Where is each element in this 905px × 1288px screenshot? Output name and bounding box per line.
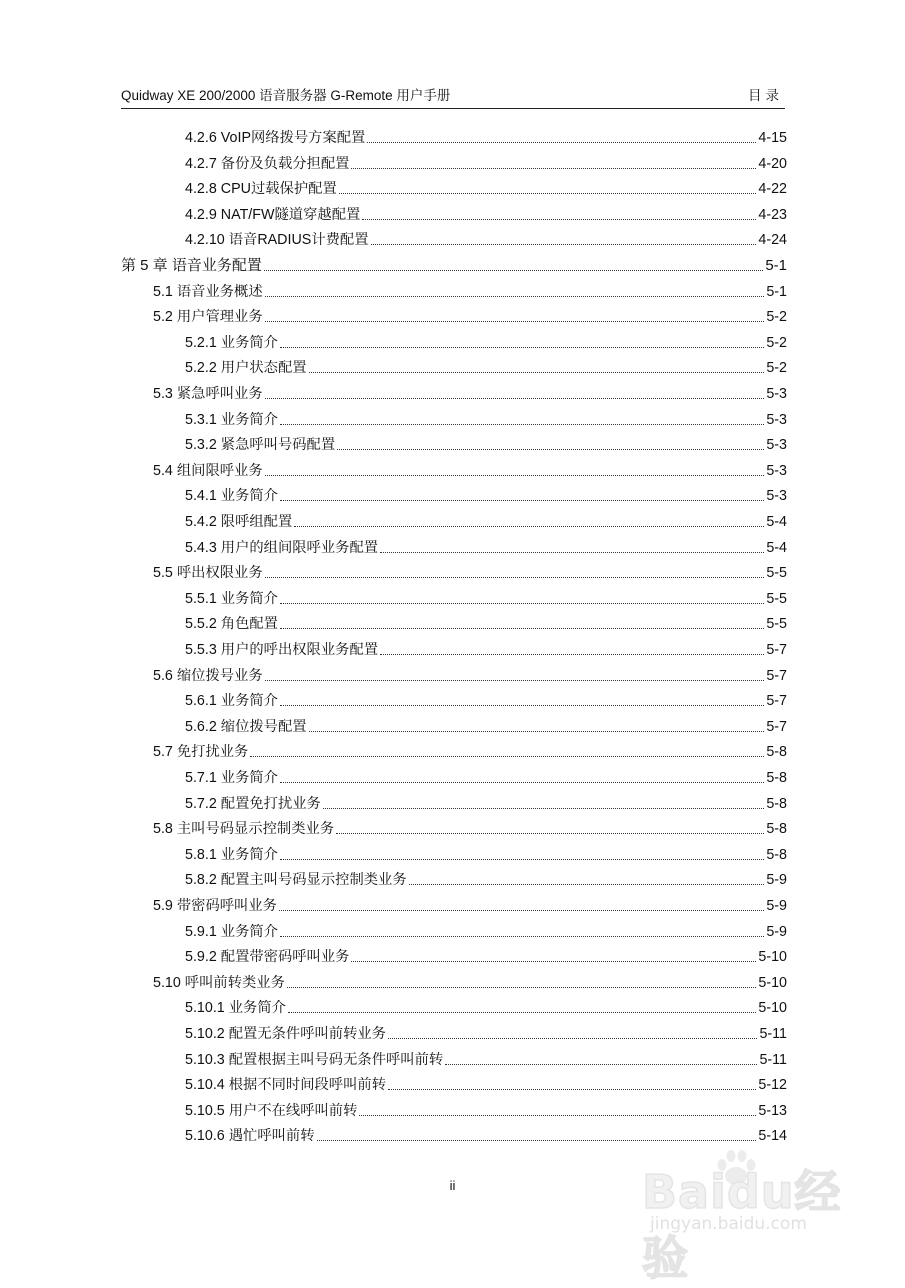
toc-dot-leader <box>309 715 765 732</box>
toc-entry-page: 5-1 <box>766 283 787 300</box>
toc-entry[interactable] <box>185 1124 787 1148</box>
toc-entry-title: 5.6.1 业务简介 <box>185 693 278 710</box>
toc-entry[interactable] <box>153 561 787 585</box>
toc-entry-title: 5.3 紧急呼叫业务 <box>153 386 263 402</box>
toc-dot-leader <box>265 305 765 322</box>
toc-entry[interactable] <box>185 1048 787 1072</box>
toc-dot-leader <box>359 1099 756 1116</box>
toc-dot-leader <box>280 843 764 860</box>
toc-dot-leader <box>265 664 765 681</box>
toc-entry-title: 5.4 组间限呼业务 <box>153 462 263 479</box>
toc-entry-title: 5.1 语音业务概述 <box>153 283 263 300</box>
toc-dot-leader <box>337 433 764 450</box>
toc-dot-leader <box>388 1073 756 1090</box>
toc-entry-title: 5.10 呼叫前转类业务 <box>153 974 285 991</box>
toc-entry-title: 5.9.2 配置带密码呼叫业务 <box>185 949 350 966</box>
toc-entry[interactable] <box>153 817 787 841</box>
toc-entry-page: 5-7 <box>766 693 787 710</box>
toc-dot-leader <box>280 766 764 783</box>
toc-dot-leader <box>265 459 765 476</box>
toc-entry-page: 5-4 <box>766 514 787 530</box>
toc-entry-page: 5-7 <box>766 718 787 735</box>
toc-entry[interactable] <box>153 305 787 329</box>
toc-dot-leader <box>280 612 764 629</box>
toc-entry-page: 5-1 <box>765 257 787 274</box>
toc-dot-leader <box>351 152 756 169</box>
toc-entry[interactable] <box>185 177 787 201</box>
toc-entry-page: 5-8 <box>766 846 787 863</box>
toc-entry[interactable] <box>185 715 787 739</box>
toc-entry[interactable] <box>153 459 787 483</box>
toc-entry[interactable] <box>153 280 787 304</box>
toc-entry-page: 5-2 <box>766 334 787 351</box>
toc-entry-page: 5-4 <box>766 539 787 556</box>
toc-entry[interactable] <box>153 382 787 406</box>
section-label: 目录 <box>748 88 783 103</box>
toc-entry-page: 5-2 <box>766 309 787 326</box>
toc-dot-leader <box>265 280 765 297</box>
toc-dot-leader <box>280 920 764 937</box>
toc-entry-page: 5-5 <box>766 616 787 633</box>
toc-entry-title: 4.2.9 NAT/FW隧道穿越配置 <box>185 206 361 223</box>
toc-entry[interactable] <box>121 254 787 278</box>
toc-entry-title: 5.4.1 业务简介 <box>185 488 278 505</box>
toc-entry[interactable] <box>185 408 787 432</box>
toc-entry[interactable] <box>185 203 787 227</box>
toc-dot-leader <box>367 126 756 143</box>
toc-entry[interactable] <box>185 1022 787 1046</box>
toc-entry-title: 5.5 呼出权限业务 <box>153 565 263 582</box>
toc-entry-title: 5.7.2 配置免打扰业务 <box>185 795 321 812</box>
toc-entry-title: 5.2.1 业务简介 <box>185 334 278 351</box>
toc-entry-page: 4-24 <box>758 232 787 249</box>
toc-dot-leader <box>380 638 764 655</box>
toc-dot-leader <box>265 561 765 578</box>
toc-entry[interactable] <box>185 945 787 969</box>
toc-dot-leader <box>323 792 764 809</box>
toc-entry[interactable] <box>185 587 787 611</box>
toc-entry-page: 5-14 <box>758 1128 787 1145</box>
toc-entry[interactable] <box>185 331 787 355</box>
toc-entry-page: 5-12 <box>758 1077 787 1094</box>
toc-entry-title: 4.2.8 CPU过载保护配置 <box>185 181 337 198</box>
toc-entry[interactable] <box>153 971 787 995</box>
toc-entry[interactable] <box>185 920 787 944</box>
toc-entry-title: 5.10.3 配置根据主叫号码无条件呼叫前转 <box>185 1051 444 1068</box>
toc-dot-leader <box>264 254 763 271</box>
toc-entry[interactable] <box>185 638 787 662</box>
toc-dot-leader <box>280 331 764 348</box>
toc-entry[interactable] <box>185 792 787 816</box>
toc-dot-leader <box>371 228 757 245</box>
toc-dot-leader <box>409 868 765 885</box>
toc-entry-title: 4.2.10 语音RADIUS计费配置 <box>185 232 369 249</box>
toc-entry-title: 第 5 章 语音业务配置 <box>121 257 262 274</box>
toc-entry[interactable] <box>185 152 787 176</box>
toc-dot-leader <box>317 1124 757 1141</box>
toc-entry[interactable] <box>185 510 787 534</box>
toc-entry[interactable] <box>153 894 787 918</box>
toc-entry-title: 5.3.2 紧急呼叫号码配置 <box>185 437 336 454</box>
toc-dot-leader <box>388 1022 757 1039</box>
toc-entry-page: 5-5 <box>766 590 787 607</box>
toc-dot-leader <box>339 177 757 194</box>
baidu-jingyan-watermark <box>628 1148 868 1285</box>
toc-entry-page: 5-10 <box>758 949 787 966</box>
toc-entry[interactable] <box>185 1073 787 1097</box>
toc-dot-leader <box>280 587 764 604</box>
toc-entry-title: 5.7.1 业务简介 <box>185 770 278 786</box>
toc-entry-title: 5.10.1 业务简介 <box>185 1000 286 1017</box>
manual-title: Quidway XE 200/2000 语音服务器 G-Remote 用户手册 <box>121 88 451 103</box>
toc-entry[interactable] <box>185 868 787 892</box>
toc-entry-page: 5-8 <box>766 744 787 761</box>
toc-entry-page: 5-13 <box>758 1102 787 1119</box>
toc-entry-page: 5-10 <box>758 1000 787 1017</box>
toc-entry-page: 4-20 <box>758 155 787 172</box>
toc-entry[interactable] <box>185 433 787 457</box>
toc-entry-title: 4.2.7 备份及负载分担配置 <box>185 155 350 172</box>
toc-dot-leader <box>362 203 756 220</box>
toc-entry-page: 4-15 <box>758 130 787 146</box>
toc-entry-page: 5-9 <box>766 872 787 889</box>
toc-entry[interactable] <box>185 484 787 508</box>
toc-entry-page: 5-2 <box>766 360 787 377</box>
toc-dot-leader <box>265 382 765 399</box>
toc-entry-page: 5-9 <box>766 898 787 914</box>
toc-entry-page: 5-3 <box>766 488 787 505</box>
toc-entry-page: 5-3 <box>766 462 787 479</box>
toc-entry-title: 5.10.2 配置无条件呼叫前转业务 <box>185 1026 386 1042</box>
toc-entry-page: 5-10 <box>758 974 787 991</box>
toc-entry-title: 5.2 用户管理业务 <box>153 309 263 326</box>
toc-entry-title: 5.4.3 用户的组间限呼业务配置 <box>185 539 379 556</box>
toc-entry-page: 5-8 <box>766 770 787 786</box>
toc-entry-page: 5-11 <box>759 1051 787 1068</box>
toc-entry-page: 5-11 <box>759 1026 787 1042</box>
toc-entry-title: 5.8.2 配置主叫号码显示控制类业务 <box>185 872 407 889</box>
toc-entry[interactable] <box>185 766 787 790</box>
page-header <box>121 86 785 109</box>
toc-entry[interactable] <box>153 664 787 688</box>
toc-entry-page: 4-22 <box>758 181 787 198</box>
toc-entry-title: 5.8 主叫号码显示控制类业务 <box>153 821 335 838</box>
toc-dot-leader <box>380 536 764 553</box>
toc-entry-page: 5-3 <box>766 437 787 454</box>
toc-dot-leader <box>309 356 765 373</box>
toc-entry[interactable] <box>185 689 787 713</box>
toc-dot-leader <box>250 740 764 757</box>
watermark-logo-text: Baidu经验 <box>642 1165 842 1285</box>
toc-entry-page: 4-23 <box>758 206 787 223</box>
toc-entry-title: 5.7 免打扰业务 <box>153 744 249 761</box>
toc-entry-title: 5.6.2 缩位拨号配置 <box>185 718 307 735</box>
toc-entry-page: 5-9 <box>766 923 787 940</box>
toc-entry-title: 5.9 带密码呼叫业务 <box>153 898 277 914</box>
toc-entry[interactable] <box>185 356 787 380</box>
toc-entry-title: 5.5.1 业务简介 <box>185 590 278 607</box>
toc-dot-leader <box>351 945 756 962</box>
toc-entry-page: 5-3 <box>766 411 787 428</box>
toc-entry-title: 5.2.2 用户状态配置 <box>185 360 307 377</box>
toc-dot-leader <box>279 894 764 911</box>
toc-entry-page: 5-8 <box>766 821 787 838</box>
toc-entry-title: 5.5.2 角色配置 <box>185 616 278 633</box>
toc-dot-leader <box>280 689 764 706</box>
toc-dot-leader <box>288 996 756 1013</box>
toc-entry-page: 5-8 <box>766 795 787 812</box>
toc-entry[interactable] <box>185 843 787 867</box>
toc-entry-title: 5.10.4 根据不同时间段呼叫前转 <box>185 1077 386 1094</box>
toc-dot-leader <box>280 408 764 425</box>
toc-dot-leader <box>294 510 764 527</box>
toc-entry-title: 5.8.1 业务简介 <box>185 846 278 863</box>
toc-entry[interactable] <box>185 228 787 252</box>
toc-entry[interactable] <box>185 1099 787 1123</box>
toc-dot-leader <box>287 971 756 988</box>
toc-entry-title: 5.4.2 限呼组配置 <box>185 514 293 530</box>
toc-entry-page: 5-3 <box>766 386 787 402</box>
toc-entry-title: 5.5.3 用户的呼出权限业务配置 <box>185 642 379 658</box>
toc-dot-leader <box>445 1048 757 1065</box>
toc-entry[interactable] <box>185 126 787 150</box>
watermark-url: jingyan.baidu.com <box>650 1214 807 1234</box>
toc-entry[interactable] <box>185 536 787 560</box>
toc-entry-page: 5-7 <box>766 667 787 684</box>
toc-entry-title: 5.10.6 遇忙呼叫前转 <box>185 1128 315 1145</box>
page-number: ii <box>449 1178 456 1193</box>
toc-entry-title: 5.3.1 业务简介 <box>185 411 278 428</box>
toc-entry-page: 5-7 <box>766 642 787 658</box>
toc-entry[interactable] <box>185 996 787 1020</box>
toc-entry-title: 4.2.6 VoIP网络拨号方案配置 <box>185 130 366 146</box>
toc-entry[interactable] <box>153 740 787 764</box>
toc-dot-leader <box>336 817 764 834</box>
toc-entry-title: 5.9.1 业务简介 <box>185 923 278 940</box>
toc-entry-page: 5-5 <box>766 565 787 582</box>
toc-entry-title: 5.6 缩位拨号业务 <box>153 667 263 684</box>
toc-dot-leader <box>280 484 764 501</box>
toc-entry[interactable] <box>185 612 787 636</box>
toc-entry-title: 5.10.5 用户不在线呼叫前转 <box>185 1102 358 1119</box>
